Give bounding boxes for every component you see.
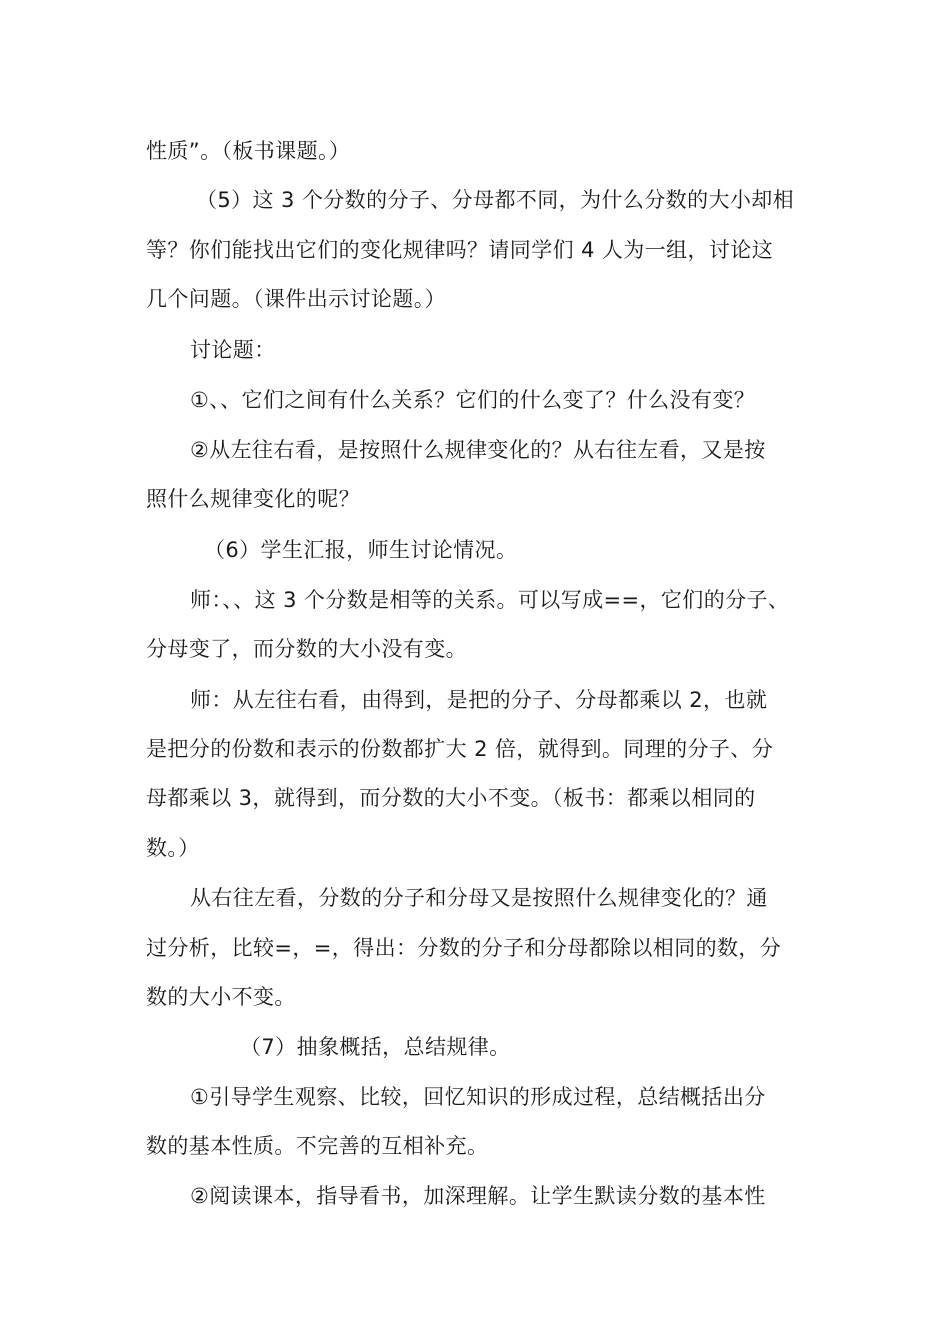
text-line: 母都乘以 3，就得到，而分数的大小不变。（板书：都乘以相同的 (146, 786, 756, 810)
text-line: ①、、它们之间有什么关系？它们的什么变了？什么没有变？ (190, 388, 756, 412)
text-line: 几个问题。（课件出示讨论题。） (146, 287, 446, 311)
text-line: 照什么规律变化的呢？ (146, 487, 360, 511)
text-line: （5）这 3 个分数的分子、分母都不同，为什么分数的大小却相 (196, 188, 795, 212)
text-line: 过分析，比较=，=，得出：分数的分子和分母都除以相同的数，分 (146, 936, 782, 960)
text-line: 讨论题： (190, 338, 276, 362)
text-line: ①引导学生观察、比较，回忆知识的形成过程，总结概括出分 (190, 1085, 766, 1109)
text-line: 数。） (146, 836, 200, 860)
text-line: ②阅读课本，指导看书，加深理解。让学生默读分数的基本性 (190, 1184, 766, 1208)
text-line: 等？你们能找出它们的变化规律吗？请同学们 4 人为一组，讨论这 (146, 238, 774, 262)
text-line: 数的大小不变。 (146, 985, 296, 1009)
text-line: 分母变了，而分数的大小没有变。 (146, 637, 467, 661)
text-line: 是把分的份数和表示的份数都扩大 2 倍，就得到。同理的分子、分 (146, 737, 774, 761)
text-line: （7）抽象概括，总结规律。 (240, 1035, 511, 1059)
text-line: 性质”。（板书课题。） (146, 139, 351, 163)
text-line: 师：从左往右看，由得到，是把的分子、分母都乘以 2，也就 (190, 688, 768, 712)
text-line: 数的基本性质。不完善的互相补充。 (146, 1134, 489, 1158)
text-line: （6）学生汇报，师生讨论情况。 (204, 538, 518, 562)
text-line: ②从左往右看，是按照什么规律变化的？从右往左看，又是按 (190, 438, 766, 462)
text-line: 师：、、这 3 个分数是相等的关系。可以写成==，它们的分子、 (190, 588, 790, 612)
text-line: 从右往左看，分数的分子和分母又是按照什么规律变化的？通 (190, 886, 768, 910)
